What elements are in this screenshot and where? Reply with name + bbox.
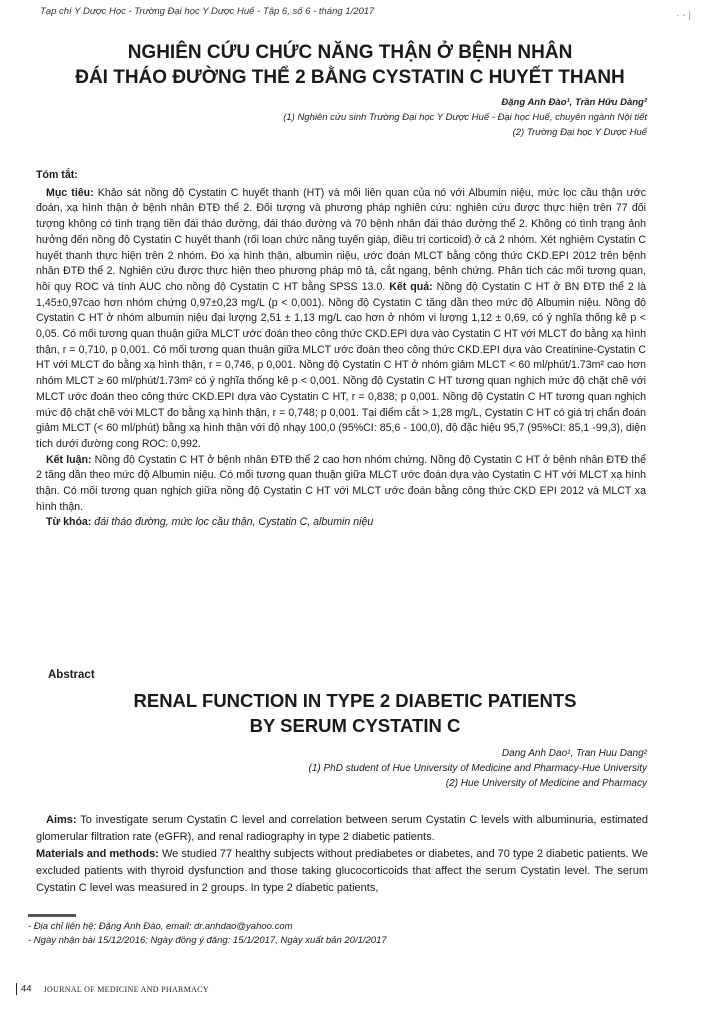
author-names-en: Dang Anh Dao¹, Tran Huu Dang² [501,748,647,759]
authors-block-vn [283,95,647,140]
affiliation-2-en: (2) Hue University of Medicine and Pharmacy [445,778,647,789]
title-en-line-2: BY SERUM CYSTATIN C [249,715,461,736]
conclusion-text-vn: Nồng độ Cystatin C HT ở bệnh nhân ĐTĐ thể 2 cao hơn nhóm chứng. Nồng độ Cystatin C HT ở bệnh nhân ĐTĐ thể 2 tăng dần theo mức độ Albumin niệu. Có mối tương quan thuận giữa MLCT ước đoán dựa vào Cystatin C HT với MLCT xạ hình thận. Có mối tương quan nghịch giữa nồng độ Cystatin C HT với MLCT ước đoán bằng công thức CKD EPI 2012 và MLCT xạ hình thận. [36,453,646,513]
methods-paragraph-en [36,846,648,897]
summary-heading: Tóm tắt: [36,169,78,181]
footnotes [28,920,387,948]
affiliation-1-vn: (1) Nghiên cứu sinh Trường Đại học Y Dược Huế - Đại học Huế, chuyên ngành Nội tiết [283,112,647,123]
results-label-vn: Kết quả: [389,280,433,293]
conclusion-label-vn: Kết luận: [46,453,92,466]
journal-name: JOURNAL OF MEDICINE AND PHARMACY [43,984,209,994]
article-title-en [40,688,670,738]
aims-paragraph-en [36,812,648,846]
keywords-label-vn: Từ khóa: [46,516,92,529]
authors-block-en [309,746,647,791]
abstract-heading-en: Abstract [48,669,95,681]
aims-label-vn: Mục tiêu: [46,186,94,199]
title-vn-line-1: NGHIÊN CỨU CHỨC NĂNG THẬN Ở BỆNH NHÂN [127,42,573,63]
footer-bar [16,983,17,995]
footnote-dates: - Ngày nhận bài 15/12/2016; Ngày đồng ý đăng: 15/1/2017, Ngày xuất bản 20/1/2017 [28,935,387,946]
aims-label-en: Aims: [46,814,77,826]
keywords-paragraph-vn [36,515,646,531]
affiliation-1-en: (1) PhD student of Hue University of Medicine and Pharmacy-Hue University [308,763,647,774]
results-text-vn: Nồng độ Cystatin C HT ở BN ĐTĐ thể 2 là 1,45±0,97cao hơn nhóm chứng 0,97±0,23 mg/L (p < 0,001). Nồng độ Cystatin C tăng dần theo mức độ Albumin niệu. Nồng độ Cystatin C HT ở nhóm albumin niệu đại lượng 2,51 ± 1,13 mg/L cao hơn ở nhóm vi lượng 1,12 ± 0,69, có ý nghĩa thống kê p < 0,05. Có mối tương quan thuận giữa MLCT ước đoán theo công thức CKD.EPI dựa vào Cystatin C HT với MLCT đo bằng xạ hình thận, r = 0,710, p 0,001. Có mối tương quan thuận giữa MLCT ước đoán theo công thức CKD.EPI dựa vào Creatinine-Cystatin C HT với MLCT đo bằng xạ hình thận, r = 0,746, p 0,001. Nồng độ Cystatin C HT ở nhóm giảm MLCT < 60 ml/phút/1.73m² cao hơn nhóm MLCT ≥ 60 ml/phút/1.73m² có ý nghĩa thống kê p < 0,001. Nồng độ Cystatin C HT tương quan nghịch mức độ chặt chẽ với MLCT ước đoán theo công thức CKD.EPI dựa vào Cystatin C HT, r = 0,838; p 0,001. Nồng độ Cystatin C HT tương quan nghịch mức độ chặt chẽ với MLCT đo bằng xạ hình thận, r = 0,748; p 0,001. Tại điểm cắt > 1,28 mg/L, Cystatin C HT có giá trị chẩn đoán giảm MLCT (< 60 ml/phút) bằng xạ hình thận với độ nhạy 100,0 (95%CI: 85,6 - 100,0), độ đặc hiệu 95,7 (95%CI: 85,1 -99,3), diện tích dưới đường cong ROC: 0,992. [36,280,647,450]
abstract-en [36,812,648,897]
footnote-contact: - Địa chỉ liên hệ: Đặng Anh Đào, email: dr.anhdao@yahoo.com [28,921,293,932]
running-header: Tạp chí Y Dược Học - Trường Đại học Y Dược Huế - Tập 6, số 6 - tháng 1/2017 [40,6,375,17]
abstract-vn [36,168,646,531]
aims-paragraph-vn [36,186,646,453]
aims-text-en: To investigate serum Cystatin C level and correlation between serum Cystatin C levels with albuminuria, estimated glomerular filtration rate (eGFR), and renal radiography in type 2 diabetic patients. [36,814,649,843]
keywords-text-vn: đái tháo đường, mức lọc cầu thận, Cystatin C, albumin niệu [94,516,374,529]
aims-text-vn: Khảo sát nồng độ Cystatin C huyết thanh (HT) và mối liên quan của nó với Albumin niệu, mức lọc cầu thận ước đoán, xạ hình thận ở bệnh nhân ĐTĐ thể 2. Đối tượng và phương pháp nghiên cứu: nghiên cứu được thực hiện trên 77 đối tượng không có tình trạng tiền đái tháo đường, đái tháo đường và 70 bệnh nhân đái tháo đường thể 2. Không có tình trạng ảnh hưởng đến nồng độ Cystatin C huyết thanh (rối loạn chức năng tuyến giáp, điều trị corticoid) ở cả 2 nhóm. Xét nghiệm Cystatin C huyết thanh thực hiện trên 2 nhóm. Đo xạ hình thận, albumin niệu, ước đoán MLCT bằng công thức CKD.EPI 2012 trên bệnh nhân ĐTĐ thể 2. Nghiên cứu được thực hiện theo phương pháp mô tả, cắt ngang, bệnh chứng. Phân tích các mối tương quan, hồi quy ROC và tính AUC cho nồng độ Cystatin C HT bằng SPSS 13.0. [36,186,646,293]
page-number: 44 [21,983,32,995]
author-names-vn: Đặng Anh Đào¹, Trần Hữu Dàng² [501,97,647,108]
footnote-rule [28,914,76,917]
methods-text-en: We studied 77 healthy subjects without prediabetes or diabetes, and 70 type 2 diabetic patients. We excluded patients with thyroid dysfunction and those taking glucocorticoids that affect the serum Cystatin level. The serum Cystatin C level was measured in 2 groups. In type 2 diabetic patients, [36,848,648,894]
title-vn-line-2: ĐÁI THÁO ĐƯỜNG THỂ 2 BẰNG CYSTATIN C HUYẾT THANH [75,67,625,88]
scan-mark: · ‑ | [676,10,691,21]
title-en-line-1: RENAL FUNCTION IN TYPE 2 DIABETIC PATIENTS [133,690,577,711]
article-title-vn [40,40,660,90]
affiliation-2-vn: (2) Trường Đại học Y Dược Huế [512,127,647,138]
methods-label-en: Materials and methods: [36,848,159,860]
conclusion-paragraph-vn [36,453,646,516]
page-footer [16,983,209,995]
